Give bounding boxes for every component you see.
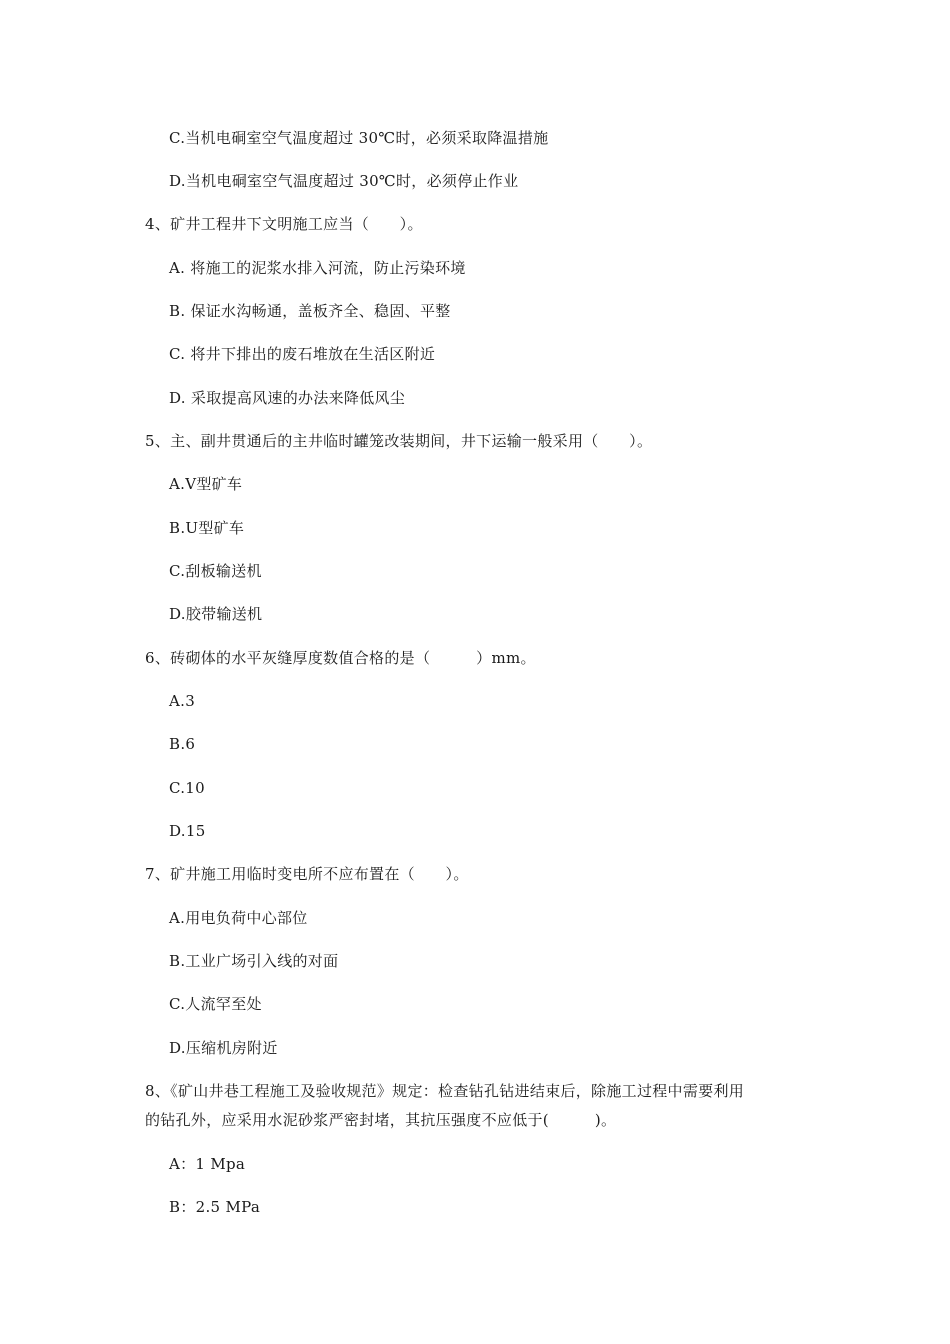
option-a-q5: A.V型矿车 [169, 475, 243, 493]
option-d-q5: D.胶带输送机 [169, 605, 263, 623]
option-d-q3: D.当机电硐室空气温度超过 30℃时，必须停止作业 [169, 172, 519, 190]
option-a-q6: A.3 [169, 692, 196, 710]
option-c-q4: C. 将井下排出的废石堆放在生活区附近 [169, 345, 436, 363]
option-a-q4: A. 将施工的泥浆水排入河流，防止污染环境 [169, 259, 466, 277]
question-5: 5、主、副井贯通后的主井临时罐笼改装期间，井下运输一般采用（ ）。 [145, 432, 653, 450]
option-b-q5: B.U型矿车 [169, 519, 245, 537]
option-d-q4: D. 采取提高风速的办法来降低风尘 [169, 389, 406, 407]
option-a-q7: A.用电负荷中心部位 [169, 909, 308, 927]
option-a-q8: A：1 Mpa [169, 1155, 246, 1173]
option-c-q5: C.刮板输送机 [169, 562, 262, 580]
option-b-q7: B.工业广场引入线的对面 [169, 952, 339, 970]
question-4: 4、矿井工程井下文明施工应当（ ）。 [145, 215, 423, 233]
question-8-line-1: 8、《矿山井巷工程施工及验收规范》规定：检查钻孔钻进结束后，除施工过程中需要利用 [145, 1082, 745, 1100]
question-7: 7、矿井施工用临时变电所不应布置在（ ）。 [145, 865, 469, 883]
option-c-q6: C.10 [169, 779, 205, 797]
question-8-line-2: 的钻孔外，应采用水泥砂浆严密封堵，其抗压强度不应低于( )。 [145, 1111, 617, 1129]
option-d-q6: D.15 [169, 822, 206, 840]
option-d-q7: D.压缩机房附近 [169, 1039, 278, 1057]
option-b-q8: B：2.5 MPa [169, 1198, 261, 1216]
option-b-q6: B.6 [169, 735, 196, 753]
question-6: 6、砖砌体的水平灰缝厚度数值合格的是（ ）mm。 [145, 649, 536, 667]
option-c-q3: C.当机电硐室空气温度超过 30℃时，必须采取降温措施 [169, 129, 549, 147]
option-b-q4: B. 保证水沟畅通，盖板齐全、稳固、平整 [169, 302, 451, 320]
option-c-q7: C.人流罕至处 [169, 995, 262, 1013]
